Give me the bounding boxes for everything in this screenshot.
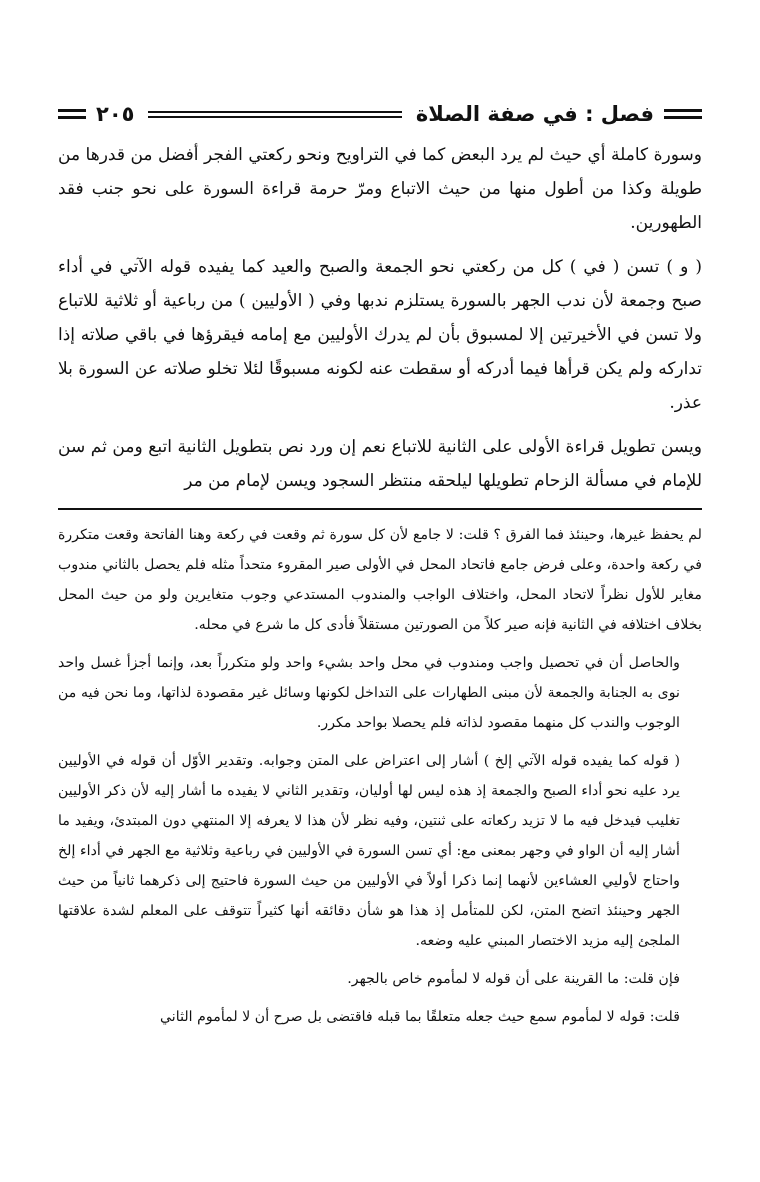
note-paragraph: لم يحفظ غيرها، وحينئذ فما الفرق ؟ قلت: لا جامع لأن كل سورة ثم وقعت في ركعة وهنا الفاتحة وقعت متكررة في ركعة واحدة، وعلى فرض جامع فاتحاد المحل في الأولى صير المقروء متحداً مثله فلم يحصل بالثاني مندوب مغاير للأول نظراً لاتحاد المحل، واختلاف الواجب والمندوب المستدعي وجوب متغايرين ولو من حيث المحل بخلاف اختلافه في الثانية فإنه صير كلاً من الصورتين مستقلاً فأدى كل ما شرع في محله. [58,527,702,633]
page-number: ٢٠٥ [96,102,135,126]
book-page [58,96,702,1040]
main-paragraph: وسورة كاملة أي حيث لم يرد البعض كما في التراويح ونحو ركعتي الفجر أفضل من قدرها من طويلة وكذا من أطول منها من حيث الاتباع ومرّ حرمة قراءة السورة على نحو جنب فقد الطهورين. [58,145,702,233]
header-ornament-left [58,109,86,119]
note-paragraph: والحاصل أن في تحصيل واجب ومندوب في محل واحد بشيء واحد ولو متكرراً بعد، وإنما أجزأ غسل واحد نوى به الجنابة والجمعة لأن مبنى الطهارات على التداخل لكونها وسائل غير مقصودة لذاتها، وما نحن فيه من الوجوب والندب كل منهما مقصود لذاته فلم يحصلا بواحد مكرر. [58,655,680,731]
header-rule [148,111,401,118]
note-paragraph: ( قوله كما يفيده قوله الآتي إلخ ) أشار إلى اعتراض على المتن وجوابه. وتقدير الأوّل أن قوله في الأوليين يرد عليه نحو أداء الصبح والجمعة إذ هذه ليس لها أوليان، وتقدير الثاني لا يفيده ما أشار إليه لأن ذكر الأوليين تغليب فيدخل فيه ما لا تزيد ركعاته على ثنتين، وفيه نظر لأن هذا لا يعرفه إلا المنتهي دون المبتدئ، ويفيد ما أشار إليه أن الواو في وجهر بمعنى مع: أي تسن السورة في الأوليين في رباعية وثلاثية مع الجهر في أداء إلخ واحتاج لأوليي العشاءين لأنهما إنما ذكرا أولاً في الأوليين من حيث السورة فاحتيج إلى ذكرهما ثانياً من حيث الجهر وحينئذ اتضح المتن، لكن للمتأمل إذ هذا هو شأن دقائقه أنها كثيراً تتوقف على المعلم لشدة علاقتها الملجئ إليه مزيد الاختصار المبني عليه وضعه. [58,753,680,949]
note-paragraph: فإن قلت: ما القرينة على أن قوله لا لمأموم خاص بالجهر. [347,971,680,987]
main-paragraph: ويسن تطويل قراءة الأولى على الثانية للاتباع نعم إن ورد نص بتطويل الثانية اتبع ومن ثم سن للإمام في مسألة الزحام تطويلها ليلحقه منتظر السجود ويسن لإمام من مر [58,437,702,491]
main-text [58,138,702,498]
main-paragraph: ( و ) تسن ( في ) كل من ركعتي نحو الجمعة والصبح والعيد كما يفيده قوله الآتي في أداء صبح وجمعة لأن ندب الجهر بالسورة يستلزم ندبها وفي ( الأوليين ) من رباعية أو ثلاثية للاتباع ولا تسن في الأخيرتين إلا لمسبوق بأن لم يدرك الأوليين مع إمامه فيقرؤها في باقي صلاته إذا تداركه ولم يكن قرأها فيما أدركه أو سقطت عنه لكونه مسبوقًا لئلا تخلو صلاته عن السورة بلا عذر. [58,257,702,413]
header-ornament-right [664,109,702,119]
running-header [58,96,702,132]
note-paragraph: قلت: قوله لا لمأموم سمع حيث جعله متعلقًا بما قبله فاقتضى بل صرح أن لا لمأموم الثاني [159,1009,680,1025]
footnote-separator [58,508,702,510]
commentary-notes [58,520,702,1032]
chapter-title: فصل : في صفة الصلاة [415,102,654,126]
